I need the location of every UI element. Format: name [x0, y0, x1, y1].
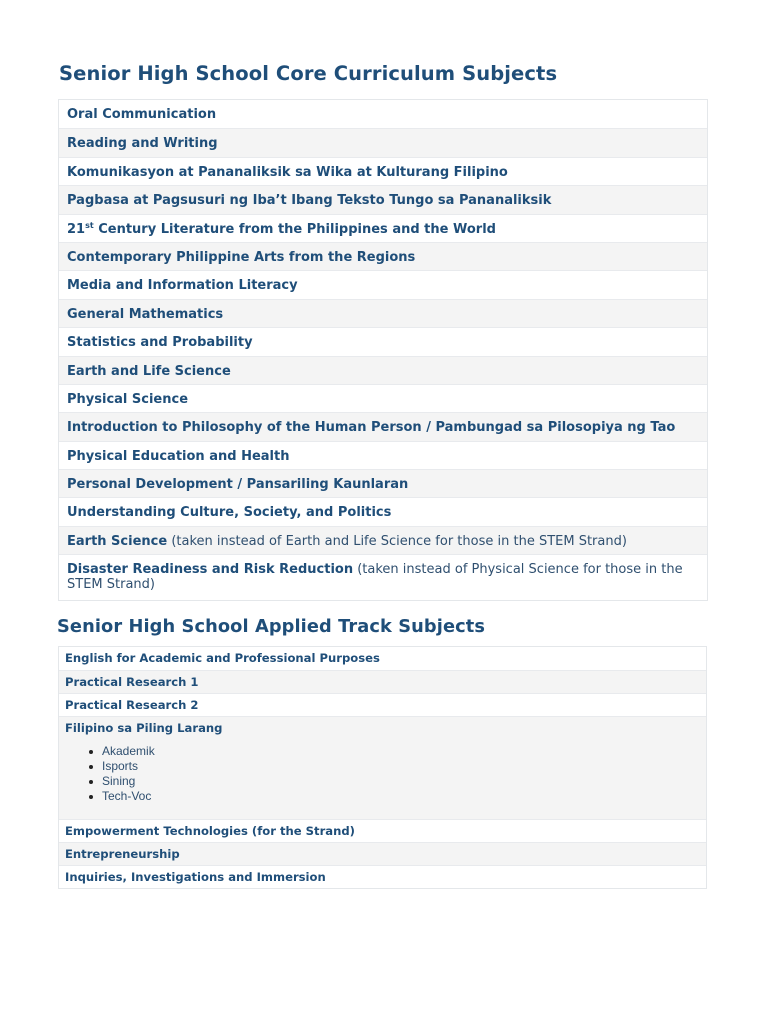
subject-name: Statistics and Probability [67, 335, 253, 351]
subject-name: Reading and Writing [67, 136, 218, 152]
subject-name: Earth Science [67, 533, 168, 549]
table-row [59, 497, 707, 525]
subject-note: (taken instead of Earth and Life Science for those in the STEM Strand) [167, 533, 627, 549]
table-row [59, 185, 707, 213]
table-row [59, 356, 707, 384]
ordinal-suffix: st [85, 220, 94, 230]
subject-name: Oral Communication [67, 107, 217, 122]
table-row [59, 412, 707, 440]
table-row [59, 270, 707, 298]
table-row [59, 842, 706, 865]
subject-name: Understanding Culture, Society, and Politics [67, 505, 392, 521]
list-item-label: Sining [102, 774, 136, 788]
subject-name: Empowerment Technologies (for the Strand) [65, 824, 355, 838]
subject-name: Filipino sa Piling Larang [65, 721, 223, 735]
bullet-icon [89, 780, 93, 784]
list-item [102, 789, 700, 804]
list-item [102, 759, 700, 774]
subject-name: Komunikasyon at Pananaliksik sa Wika at Kulturang Filipino [67, 164, 508, 180]
subject-name: Media and Information Literacy [67, 278, 298, 294]
table-row [59, 554, 707, 600]
table-row [59, 693, 706, 716]
table-row [59, 327, 707, 355]
subject-name: Disaster Readiness and Risk Reduction [67, 562, 354, 578]
subject-rest: Century Literature from the Philippines and the World [93, 221, 496, 237]
subject-name: Practical Research 1 [65, 675, 199, 689]
table-row [59, 865, 706, 888]
table-row [59, 128, 707, 156]
subject-name [67, 222, 496, 237]
table-row [59, 384, 707, 412]
table-row [59, 299, 707, 327]
table-row [59, 647, 706, 670]
core-subjects-heading: Senior High School Core Curriculum Subjects [59, 62, 558, 85]
subject-name: Physical Education and Health [67, 448, 290, 464]
table-row [59, 100, 707, 128]
subject-name: English for Academic and Professional Purposes [65, 651, 380, 665]
applied-subjects-heading: Senior High School Applied Track Subjects [57, 616, 486, 637]
list-item-label: Isports [102, 759, 139, 773]
core-subjects-table [58, 99, 708, 601]
subject-name: Contemporary Philippine Arts from the Regions [67, 249, 416, 265]
table-row [59, 157, 707, 185]
subject-sublist [65, 744, 700, 804]
table-row [59, 819, 706, 842]
bullet-icon [89, 750, 93, 754]
subject-name: Practical Research 2 [65, 698, 199, 712]
subject-name: Introduction to Philosophy of the Human Person / Pambungad sa Pilosopiya ng Tao [67, 420, 676, 436]
subject-name: General Mathematics [67, 306, 224, 322]
subject-name: Pagbasa at Pagsusuri ng Iba’t Ibang Teksto Tungo sa Pananaliksik [67, 193, 552, 209]
table-row [59, 670, 706, 693]
table-row [59, 469, 707, 497]
table-row [59, 242, 707, 270]
bullet-icon [89, 795, 93, 799]
subject-name: Personal Development / Pansariling Kaunlaran [67, 477, 409, 493]
subject-number: 21 [67, 221, 86, 237]
table-row [59, 526, 707, 554]
subject-note: (taken instead of Physical Science for those in the STEM Strand) [67, 562, 683, 593]
list-item-label: Tech-Voc [102, 789, 152, 803]
list-item [102, 774, 700, 789]
table-row [59, 214, 707, 242]
list-item [102, 744, 700, 759]
table-row [59, 716, 706, 819]
table-row [59, 441, 707, 469]
subject-name: Physical Science [67, 391, 189, 407]
bullet-icon [89, 765, 93, 769]
list-item-label: Akademik [102, 744, 155, 758]
applied-subjects-table [58, 646, 707, 889]
subject-name: Inquiries, Investigations and Immersion [65, 870, 326, 884]
subject-name: Earth and Life Science [67, 363, 231, 379]
subject-name: Entrepreneurship [65, 847, 180, 861]
